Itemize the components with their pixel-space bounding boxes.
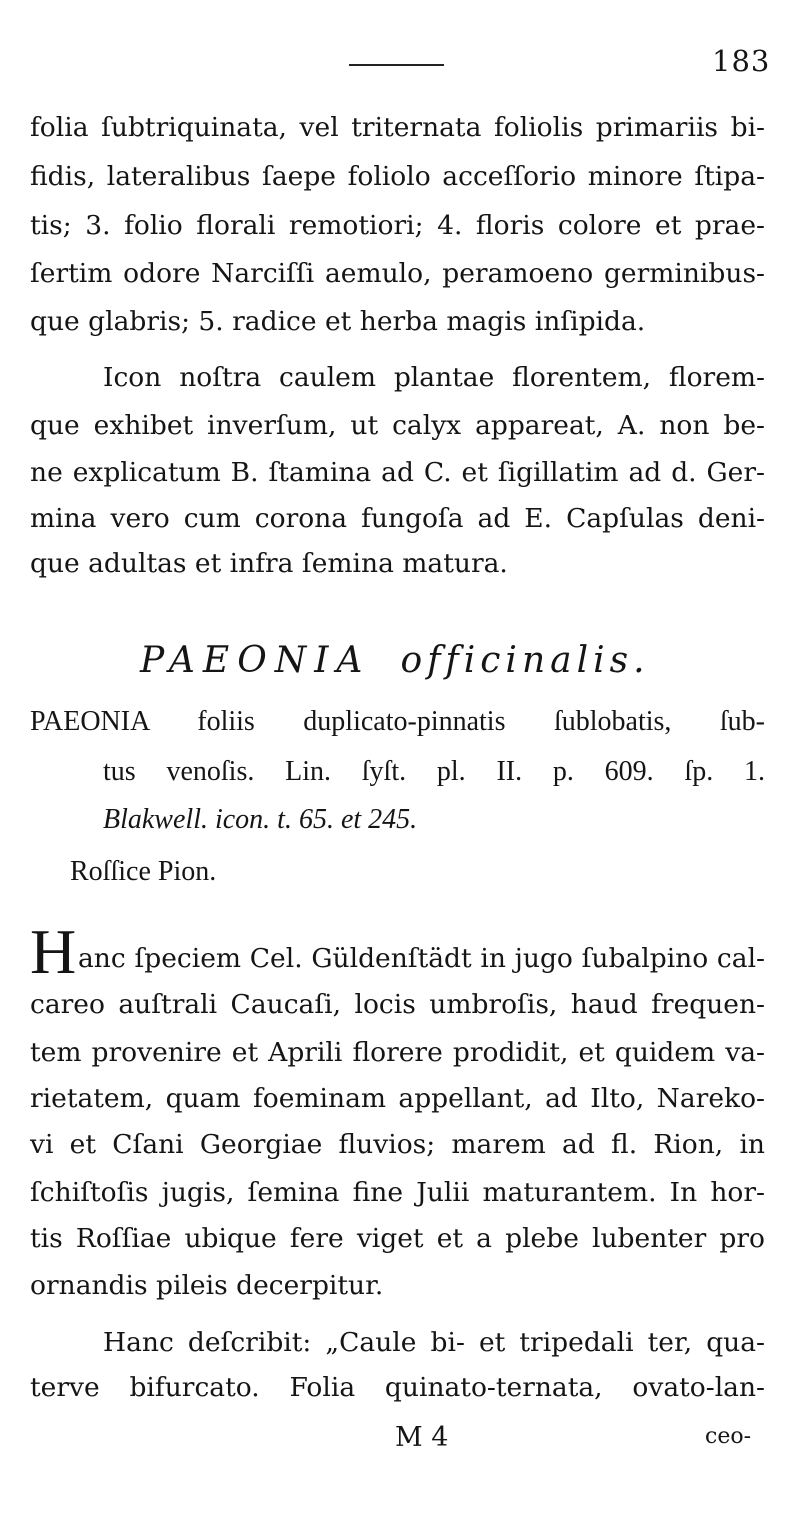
- text-line: mina vero cum corona fungoſa ad E. Capſulas deni-: [30, 503, 765, 534]
- catchword: ceo-: [705, 1424, 752, 1449]
- text-line: Icon noſtra caulem plantae florentem, florem-: [103, 362, 765, 393]
- synonymy-line: tus venoſis. Lin. ſyſt. pl. II. p. 609. ſp. 1.: [103, 756, 765, 787]
- text-line: vi et Cſani Georgiae fluvios; marem ad fl. Rion, in: [30, 1129, 765, 1160]
- text-line: tis; 3. folio florali remotiori; 4. floris colore et prae-: [30, 210, 765, 241]
- synonymy-line: PAEONIA foliis duplicato-pinnatis ſublobatis, ſub-: [30, 706, 765, 737]
- section-title: [140, 640, 650, 681]
- text-line: careo auſtrali Caucaſi, locis umbroſis, haud frequen-: [30, 989, 765, 1020]
- text-line: rietatem, quam foeminam appellant, ad Ilto, Nareko-: [30, 1083, 765, 1114]
- text-line: tem provenire et Aprili florere prodidit, et quidem va-: [30, 1037, 765, 1068]
- text-line: tis Roſſiae ubique fere viget et a plebe lubenter pro: [30, 1223, 765, 1254]
- text-line: Hanc deſcribit: „Caule bi- et tripedali ter, qua-: [103, 1327, 765, 1358]
- text-line: anc ſpeciem Cel. Güldenſtädt in jugo ſubalpino cal-: [78, 943, 765, 974]
- text-line: que exhibet inverſum, ut calyx appareat, A. non be-: [30, 410, 765, 441]
- text-line: folia ſubtriquinata, vel triternata foliolis primariis bi-: [30, 112, 765, 143]
- synonymy-line: Blakwell. icon. t. 65. et 245.: [103, 804, 418, 835]
- title-genus: PAEONIA: [140, 640, 371, 681]
- title-species: officinalis.: [400, 640, 650, 681]
- drop-cap: H: [30, 916, 77, 987]
- text-line: ornandis pileis decerpitur.: [30, 1270, 384, 1301]
- signature-mark: M 4: [395, 1422, 449, 1453]
- text-line: terve bifurcato. Folia quinato-ternata, ovato-lan-: [30, 1372, 765, 1403]
- text-line: ſertim odore Narciſſi aemulo, peramoeno germinibus-: [30, 258, 765, 289]
- text-line: ſchiſtoſis jugis, ſemina fine Julii maturantem. In hor-: [30, 1177, 765, 1208]
- text-line: fidis, lateralibus ſaepe foliolo acceſſorio minore ſtipa-: [30, 161, 765, 192]
- header-rule: [349, 64, 444, 66]
- text-line: ne explicatum B. ſtamina ad C. et ſigillatim ad d. Ger-: [30, 457, 765, 488]
- page-number: 183: [712, 44, 771, 78]
- text-line: que glabris; 5. radice et herba magis inſipida.: [30, 306, 646, 337]
- vernacular-name: Roſſice Pion.: [70, 856, 217, 887]
- text-line: que adultas et infra ſemina matura.: [30, 548, 508, 579]
